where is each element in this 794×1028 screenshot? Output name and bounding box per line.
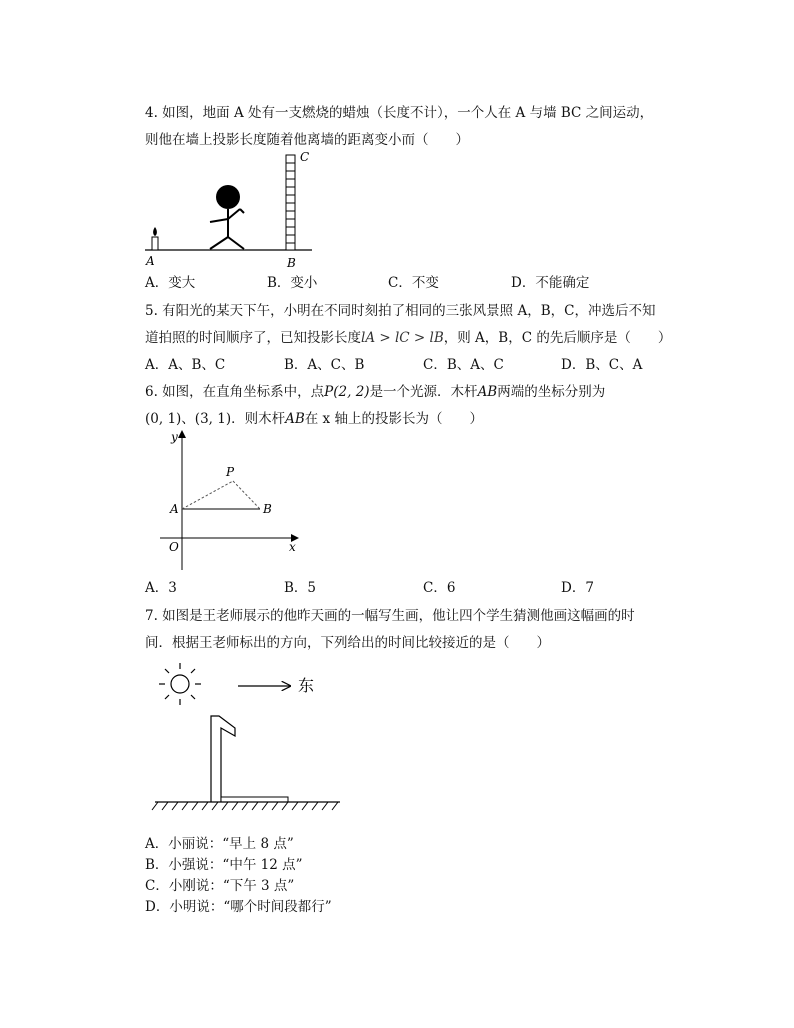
sun-icon <box>159 663 201 705</box>
q6-line2-post: 在 x 轴上的投影长为（ ） <box>304 411 483 427</box>
q5-option-d[interactable]: D．B、C、A <box>561 357 643 373</box>
q5-formula: lA > lC > lB <box>361 330 444 346</box>
q4-option-a[interactable]: A．变大 <box>145 275 196 291</box>
q6-option-a[interactable]: A．3 <box>145 580 177 596</box>
q4-line1: 4. 如图，地面 A 处有一支燃烧的蜡烛（长度不计），一个人在 A 与墙 BC 之间运动， <box>145 105 654 121</box>
point-b-label: B <box>263 502 272 516</box>
q6-line1-pre: 6. 如图，在直角坐标系中，点 <box>145 384 325 400</box>
q5-option-c[interactable]: C．B、A、C <box>423 357 504 373</box>
label-b: B <box>287 256 296 270</box>
q5-option-b[interactable]: B．A、C、B <box>284 357 365 373</box>
q4-figure <box>140 145 320 275</box>
q6-option-d[interactable]: D．7 <box>561 580 594 596</box>
q6-line2-pre: ．则木杆 <box>231 411 286 427</box>
q6-line1-mid: 是一个光源．木杆 <box>369 384 478 400</box>
q5-line2-post: ，则 A，B，C 的先后顺序是（ ） <box>443 330 672 346</box>
q6-coord-b: (3, 1) <box>194 411 232 427</box>
q7-option-c[interactable]: C．小刚说：“下午 3 点” <box>145 878 295 894</box>
q7-figure <box>150 660 350 825</box>
q6-figure <box>160 425 310 575</box>
q7-line2: 间．根据王老师标出的方向，下列给出的时间比较接近的是（ ） <box>145 635 550 651</box>
flame-icon <box>153 227 157 236</box>
q6-sep: 、 <box>181 411 195 427</box>
east-label: 东 <box>298 676 315 695</box>
candle-icon <box>152 237 158 250</box>
ground-hatch <box>152 802 338 810</box>
q6-option-c[interactable]: C．6 <box>423 580 456 596</box>
q4-option-b[interactable]: B．变小 <box>267 275 318 291</box>
point-p-label: P <box>226 465 235 479</box>
person-head <box>216 185 240 209</box>
q4-option-d[interactable]: D．不能确定 <box>511 275 590 291</box>
label-a: A <box>146 254 155 268</box>
q7-line1: 7. 如图是王老师展示的他昨天画的一幅写生画，他让四个学生猜测他画这幅画的时 <box>145 608 635 624</box>
q7-option-b[interactable]: B．小强说：“中午 12 点” <box>145 857 303 873</box>
q5-line2 <box>145 330 671 346</box>
axis-y-label: y <box>171 430 178 444</box>
q6-line1-post: 两端的坐标分别为 <box>497 384 606 400</box>
q4-line2: 则他在墙上投影长度随着他离墙的距离变小而（ ） <box>145 132 469 148</box>
q7-option-a[interactable]: A．小丽说：“早上 8 点” <box>145 836 294 852</box>
label-c: C <box>300 150 310 164</box>
q6-option-b[interactable]: B．5 <box>284 580 317 596</box>
person-icon <box>210 209 244 249</box>
pole <box>211 716 235 802</box>
ray-pb <box>233 481 260 509</box>
q6-line1 <box>145 384 605 400</box>
q6-coord-a: (0, 1) <box>145 411 182 427</box>
q7-option-d[interactable]: D．小明说：“哪个时间段都行” <box>145 899 332 915</box>
origin-label: O <box>169 540 179 554</box>
q5-line2-pre: 道拍照的时间顺序了，已知投影长度 <box>145 330 361 346</box>
q5-option-a[interactable]: A．A、B、C <box>145 357 226 373</box>
q4-option-c[interactable]: C．不变 <box>388 275 439 291</box>
q6-point-p: P(2, 2) <box>324 384 370 400</box>
q6-rod: AB <box>477 384 498 400</box>
q5-line1: 5. 有阳光的某天下午，小明在不同时刻拍了相同的三张风景照 A，B，C，冲选后不知 <box>145 303 656 319</box>
axis-x-label: x <box>289 540 296 554</box>
ray-pa <box>182 481 233 509</box>
q6-rod-2: AB <box>285 411 305 427</box>
point-a-label: A <box>170 502 179 516</box>
shadow <box>221 797 288 802</box>
wall-bc <box>286 155 295 250</box>
